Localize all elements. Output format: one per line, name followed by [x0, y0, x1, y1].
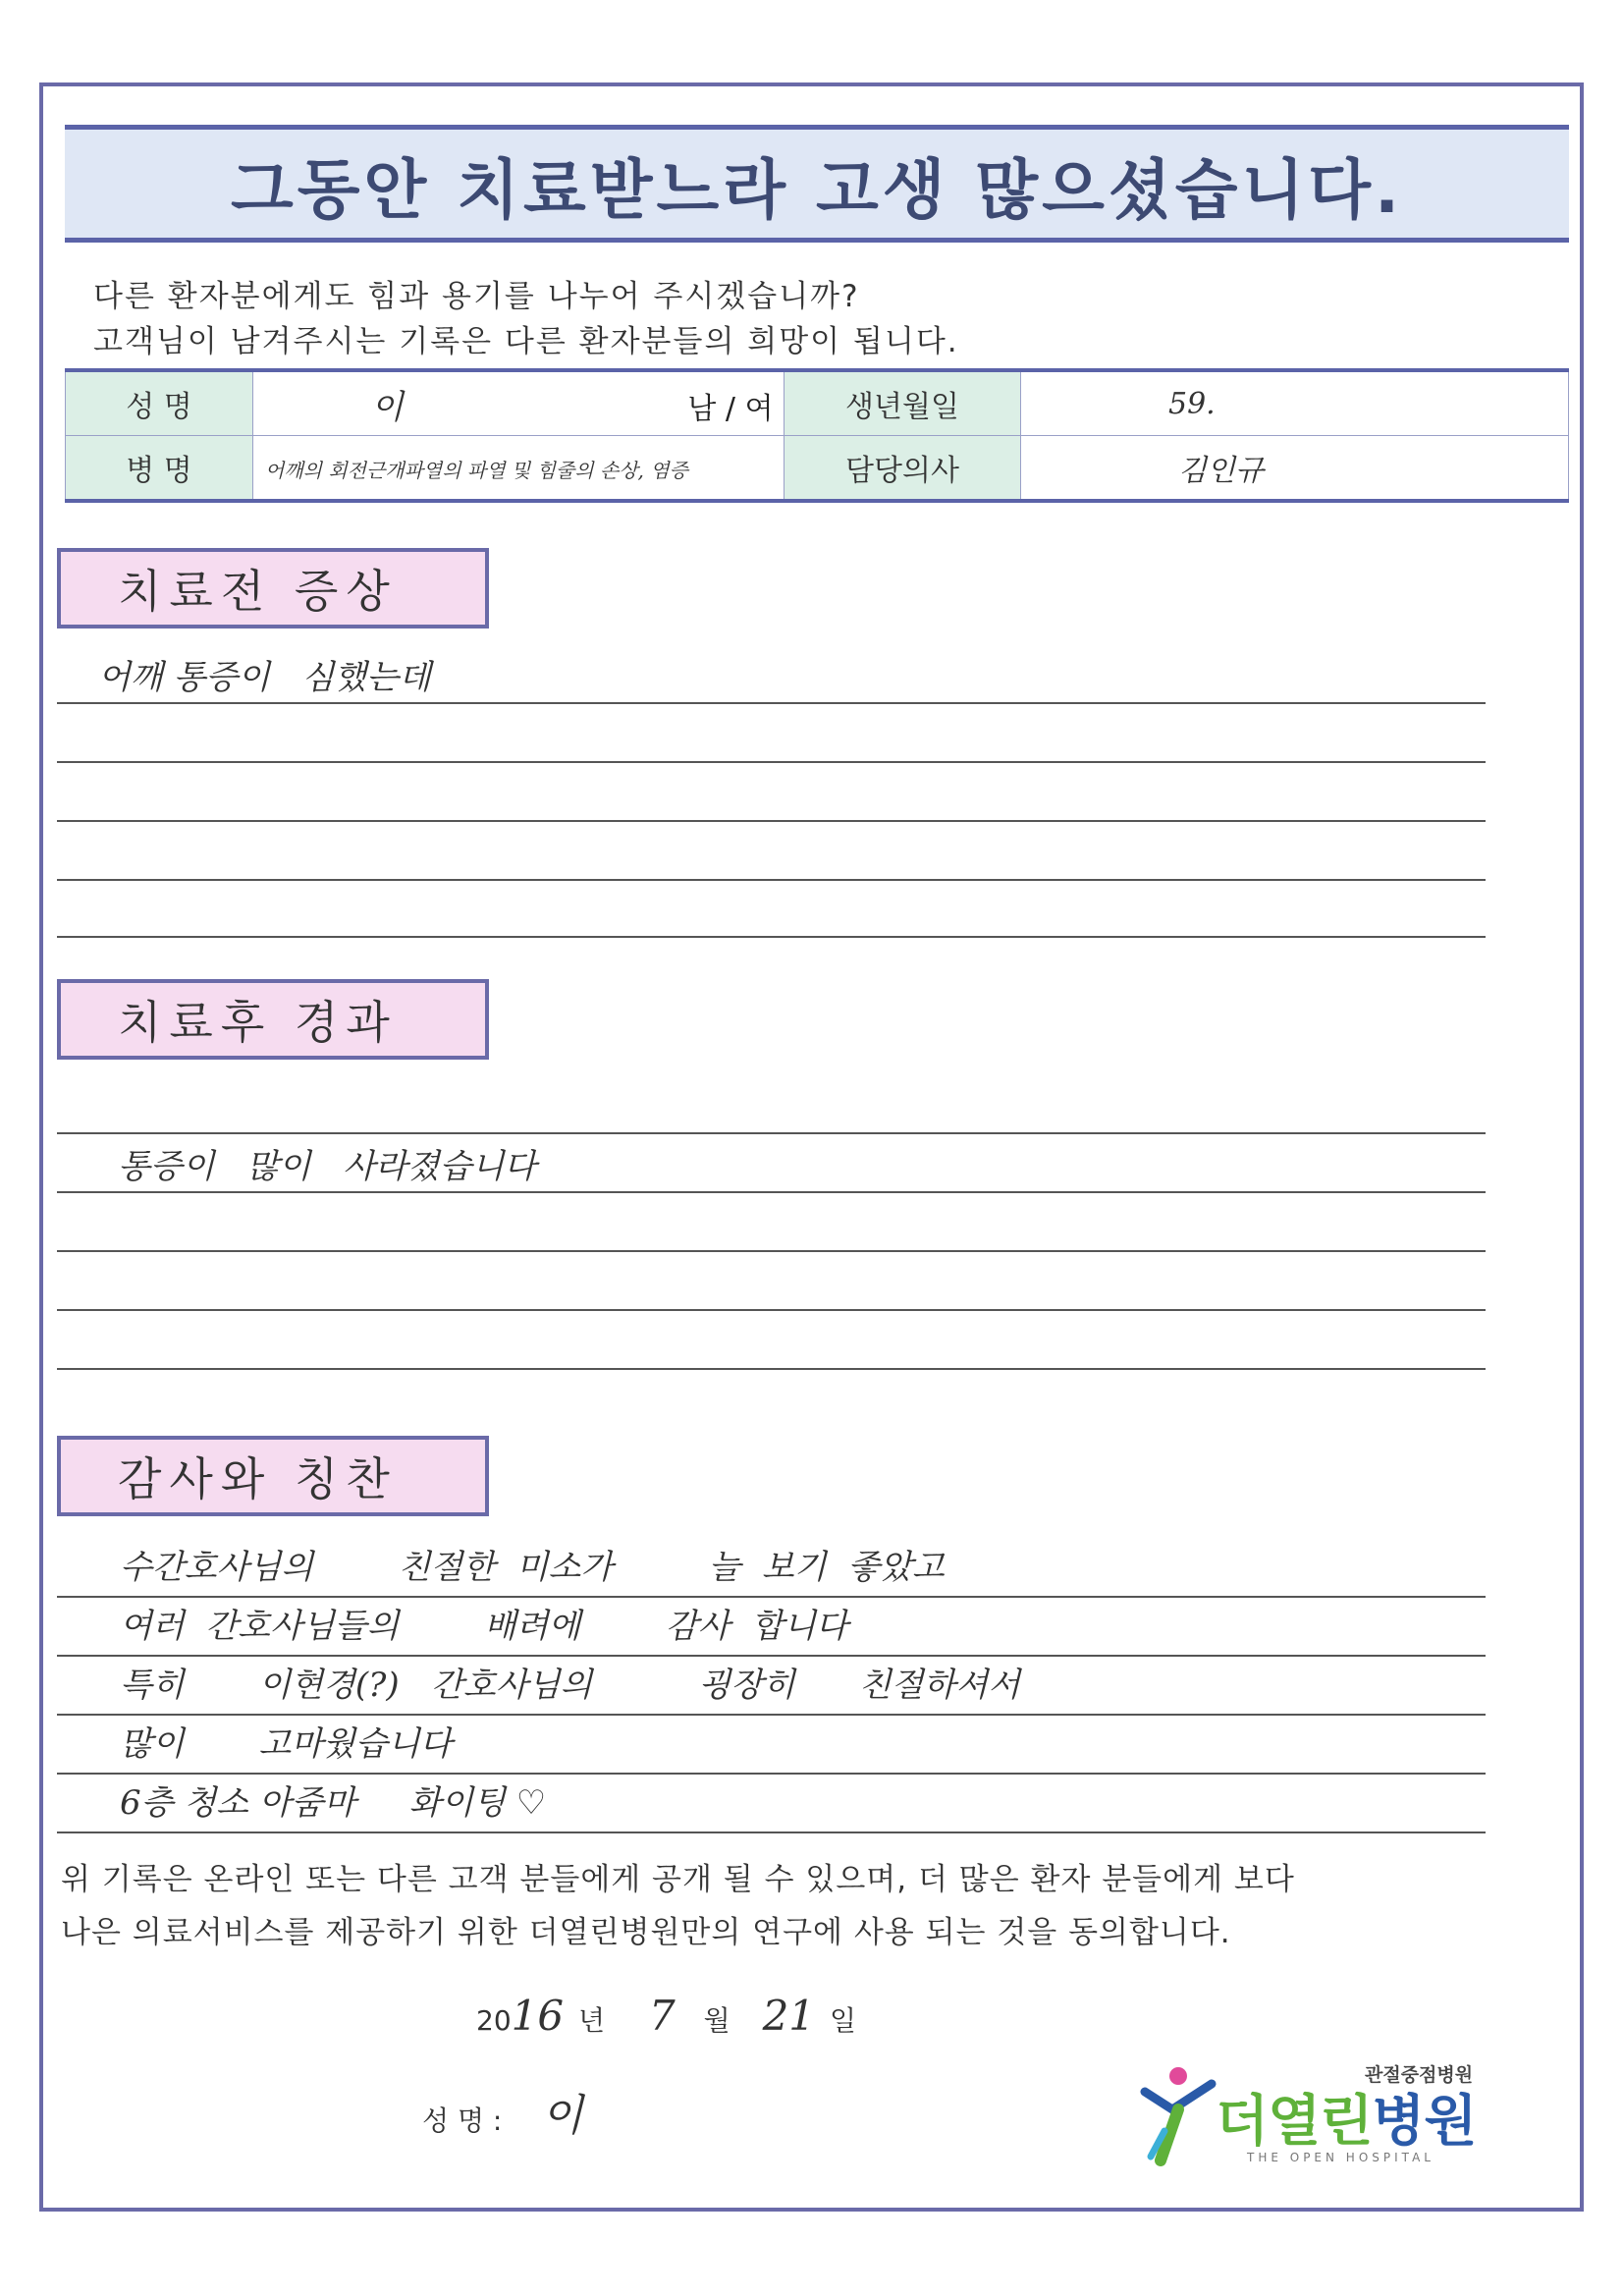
rule-line [57, 1831, 1486, 1833]
disease-label: 병 명 [66, 436, 253, 502]
rule-line [57, 1773, 1486, 1775]
gender-selector: 남 / 여 [687, 391, 774, 426]
thanks-line-1: 수간호사님의 친절한 미소가 늘 보기 좋았고 [120, 1548, 945, 1587]
name-value: 이 [371, 387, 404, 427]
title-bar [65, 125, 1569, 243]
birth-label: 생년월일 [784, 370, 1021, 436]
intro-line-1: 다른 환자분에게도 힘과 용기를 나누어 주시겠습니까? [93, 279, 860, 314]
disease-value: 어깨의 회전근개파열의 파열 및 힘줄의 손상, 염증 [265, 458, 688, 482]
logo-name-part2: 병원 [1372, 2090, 1477, 2154]
name-label: 성 명 [66, 370, 253, 436]
birth-value: 59. [1168, 386, 1216, 421]
rule-line [57, 1309, 1486, 1311]
before-line-1: 어깨 통증이 심했는데 [98, 658, 431, 697]
doctor-value: 김인규 [1178, 454, 1264, 488]
logo-subtitle: 관절중점병원 [1365, 2064, 1474, 2086]
section-heading-after-text: 치료후 경과 [118, 996, 398, 1049]
section-heading-before [57, 548, 489, 629]
rule-line [57, 1132, 1486, 1134]
rule-line [57, 1368, 1486, 1370]
date-year-unit: 년 [578, 2004, 606, 2037]
date-year: 16 [511, 1992, 565, 2040]
rule-line [57, 761, 1486, 763]
birth-cell [1021, 370, 1569, 436]
thanks-line-5: 6층 청소 아줌마 화이팅 ♡ [120, 1783, 547, 1823]
intro-line-2: 고객님이 남겨주시는 기록은 다른 환자분들의 희망이 됩니다. [93, 324, 959, 359]
thanks-line-2: 여러 간호사님들의 배려에 감사 합니다 [120, 1607, 848, 1646]
date-day: 21 [762, 1992, 816, 2040]
consent-line-2: 나은 의료서비스를 제공하기 위한 더열린병원만의 연구에 사용 되는 것을 동의합니다. [61, 1915, 1231, 1950]
section-heading-thanks [57, 1436, 489, 1516]
section-heading-thanks-text: 감사와 칭찬 [118, 1452, 398, 1505]
logo-name-part1: 더열린 [1216, 2090, 1373, 2154]
date-line [476, 1992, 856, 2040]
logo-english: THE OPEN HOSPITAL [1247, 2151, 1434, 2164]
rule-line [57, 1714, 1486, 1716]
thanks-line-4: 많이 고마웠습니다 [120, 1724, 453, 1764]
date-month: 7 [648, 1992, 676, 2040]
doctor-label: 담당의사 [784, 436, 1021, 502]
name-cell [253, 370, 784, 436]
rule-line [57, 879, 1486, 881]
doctor-cell [1021, 436, 1569, 502]
section-heading-after [57, 979, 489, 1060]
consent-line-1: 위 기록은 온라인 또는 다른 고객 분들에게 공개 될 수 있으며, 더 많은 환자 분들에게 보다 [61, 1862, 1295, 1897]
disease-cell [253, 436, 784, 502]
date-day-unit: 일 [829, 2004, 856, 2037]
signature-line [422, 2080, 583, 2143]
signature-value: 이 [541, 2091, 583, 2141]
rule-line [57, 1250, 1486, 1252]
rule-line [57, 820, 1486, 822]
logo-name [1216, 2078, 1477, 2157]
rule-line [57, 936, 1486, 938]
page-title: 그동안 치료받느라 고생 많으셨습니다. [230, 151, 1404, 228]
signature-label: 성 명 : [422, 2105, 503, 2137]
section-heading-before-text: 치료전 증상 [118, 565, 398, 618]
date-month-unit: 월 [703, 2004, 730, 2037]
rule-line [57, 702, 1486, 704]
thanks-line-3: 특히 이현경(?) 간호사님의 굉장히 친절하셔서 [120, 1666, 1020, 1705]
date-prefix: 20 [476, 2004, 512, 2037]
patient-info-table [65, 368, 1569, 503]
rule-line [57, 1191, 1486, 1193]
hospital-logo-icon [1139, 2062, 1217, 2170]
rule-line [57, 1596, 1486, 1598]
rule-line [57, 1655, 1486, 1657]
after-line-1: 통증이 많이 사라졌습니다 [118, 1147, 537, 1186]
